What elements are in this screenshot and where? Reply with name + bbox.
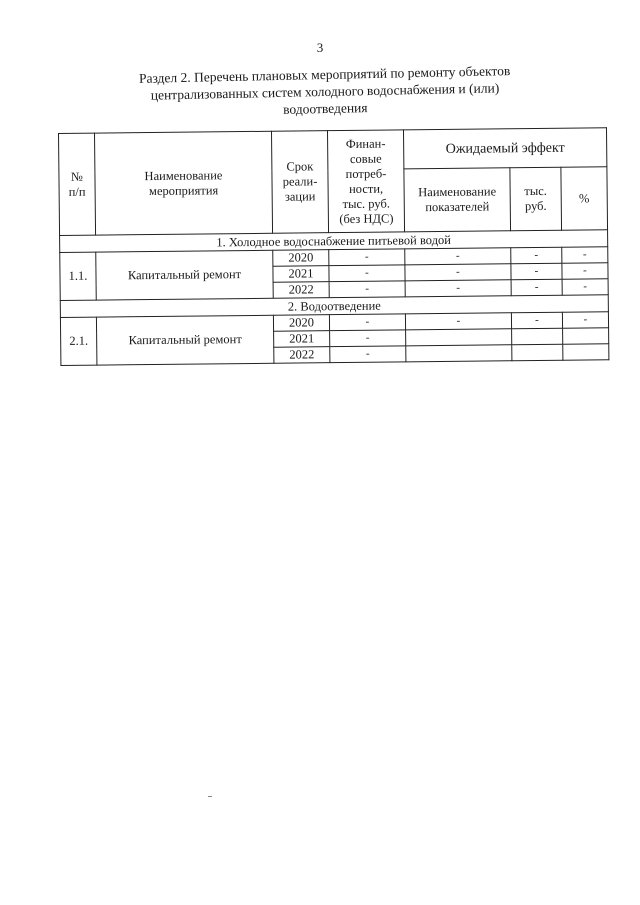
cell-indicator: - xyxy=(405,280,511,297)
scan-speck xyxy=(208,796,212,797)
header-row-1 xyxy=(59,128,607,173)
header-indicators: Наименование показателей xyxy=(404,168,511,232)
cell-rub: - xyxy=(511,279,562,296)
page-number: 3 xyxy=(316,40,324,55)
cell-percent xyxy=(563,344,609,360)
cell-rub xyxy=(512,344,563,361)
cell-year: 2022 xyxy=(273,282,329,299)
cell-indicator: - xyxy=(405,313,511,330)
header-rub: тыс. руб. xyxy=(510,167,562,231)
cell-finance: - xyxy=(330,346,406,363)
cell-finance: - xyxy=(329,314,405,331)
cell-rub: - xyxy=(511,312,562,329)
cell-indicator xyxy=(406,329,512,346)
cell-year: 2021 xyxy=(274,331,330,348)
heading-line-3: водоотведения xyxy=(283,100,368,117)
heading-line-1: Раздел 2. Перечень плановых мероприятий по ремонту объектов xyxy=(138,63,511,86)
header-percent: % xyxy=(561,167,608,230)
cell-percent: - xyxy=(562,279,608,295)
cell-percent: - xyxy=(562,263,608,279)
header-term: Срок реали- зации xyxy=(271,131,328,234)
row-num: 1.1. xyxy=(60,252,97,300)
cell-year: 2020 xyxy=(273,315,329,332)
cell-finance: - xyxy=(329,281,405,298)
measures-table-wrap xyxy=(58,127,608,366)
cell-year: 2021 xyxy=(273,266,329,283)
cell-rub: - xyxy=(511,263,562,280)
row-name: Капитальный ремонт xyxy=(96,315,273,365)
cell-indicator: - xyxy=(405,264,511,281)
header-name: Наименование мероприятия xyxy=(95,131,273,235)
section-heading xyxy=(95,61,556,122)
cell-rub: - xyxy=(511,247,562,264)
cell-year: 2022 xyxy=(274,347,330,364)
row-num: 2.1. xyxy=(60,317,97,365)
cell-finance: - xyxy=(330,330,406,347)
row-name: Капитальный ремонт xyxy=(96,250,273,300)
cell-rub xyxy=(512,328,563,345)
header-effect: Ожидаемый эффект xyxy=(403,128,606,169)
heading-line-2: централизованных систем холодного водоснабжения и (или) xyxy=(150,80,500,103)
cell-indicator xyxy=(406,345,512,362)
measures-table xyxy=(58,127,609,366)
cell-year: 2020 xyxy=(273,250,329,267)
section-title: 1. Холодное водоснабжение питьевой водой xyxy=(60,230,608,253)
header-finance: Финан- совые потреб- ности, тыс. руб. (без НДС) xyxy=(327,130,404,233)
header-num: № п/п xyxy=(59,133,96,235)
cell-indicator: - xyxy=(405,248,511,265)
cell-percent: - xyxy=(562,247,608,263)
cell-finance: - xyxy=(329,265,405,282)
section-title: 2. Водоотведение xyxy=(60,295,608,318)
cell-percent: - xyxy=(562,312,608,328)
cell-percent xyxy=(563,328,609,344)
cell-finance: - xyxy=(329,249,405,266)
